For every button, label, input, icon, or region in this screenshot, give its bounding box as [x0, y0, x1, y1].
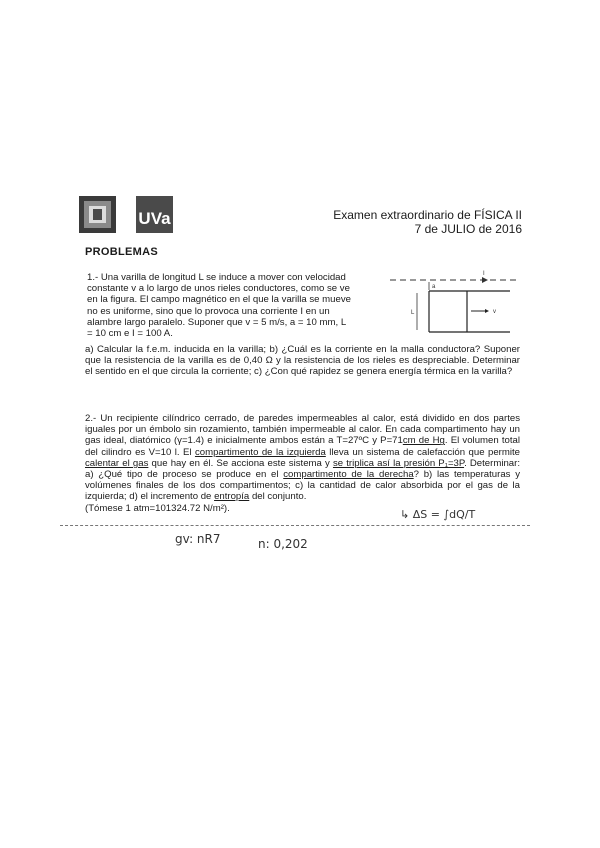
handwritten-formula: ↳ ΔS = ∫dQ/T: [400, 508, 476, 521]
current-arrow-icon: [482, 277, 488, 283]
underlined-pressure: se triplica así la presión P₁=3P: [332, 457, 465, 469]
uva-logo-text: UVa: [138, 209, 171, 228]
handwritten-note-right: n: 0,202: [258, 537, 308, 551]
problem2-text: 2.- Un recipiente cilíndrico cerrado, de paredes impermeables al calor, está dividido en dos partes iguales por un émbolo sin rozamiento, también impermeable al calor. En cada compartimento hay un gas ideal, diatómico (γ=1.4) e inicialmente ambos están a T=27ºC y P=71cm de Hg. El volumen total del cilindro es V=10 l. El compartimento de la izquierda lleva un sistema de calefacción que permite calentar el gas que hay en él. Se acciona este sistema y se triplica así la presión P₁=3P. Determinar: a) ¿Qué tipo de proceso se produce en el compartimento de la derecha? b) las temperaturas y volúmenes finales de los dos compartimentos; c) la cantidad de calor absorbida por el gas de la izquierda; d) el incremento de entropía del conjunto. (Tómese 1 atm=101324.72 N/m²).: [85, 413, 520, 514]
exam-date: 7 de JULIO de 2016: [414, 222, 522, 236]
uva-logo: [136, 196, 173, 233]
problem1-questions: a) Calcular la f.e.m. inducida en la varilla; b) ¿Cuál es la corriente en la malla conductora? Suponer que la resistencia de la varilla es de 0,40 Ω y la resistencia de los rieles es despreciable. Determinar el sentido en el que circula la corriente; c) ¿Con qué rapidez se genera energía térmica en la varilla?: [85, 344, 520, 378]
handwritten-note-left: gv: nR7: [175, 532, 221, 546]
problem2-note: (Tómese 1 atm=101324.72 N/m²).: [85, 502, 230, 514]
label-gap: a: [432, 284, 436, 290]
label-velocity: v: [493, 309, 496, 315]
problem1-figure: [385, 268, 525, 346]
section-title: PROBLEMAS: [85, 246, 158, 258]
label-length: L: [411, 310, 415, 316]
problem1-line6: = 10 cm e I = 100 A.: [87, 328, 173, 340]
scan-divider: [60, 525, 530, 526]
underlined-right-compartment: compartimento de la derecha: [283, 469, 414, 481]
problem1-line1: 1.- Una varilla de longitud L se induce a mover con velocidad: [87, 272, 346, 283]
underlined-left-compartment: compartimento de la izquierda: [194, 446, 326, 458]
underlined-entropy: entropía: [214, 491, 250, 503]
velocity-arrow-icon: [485, 309, 489, 313]
problem1-line5: alambre largo paralelo. Suponer que v = 5 m/s, a = 10 mm, L: [87, 316, 347, 328]
problem2-number: 2.-: [85, 413, 97, 424]
label-current: I: [483, 271, 485, 277]
problem1-line2: constante v a lo largo de unos rieles conductores, como se ve: [87, 283, 350, 295]
underlined-units: cm de Hg: [402, 435, 445, 447]
problem1-line4: no es uniforme, sino que lo provoca una corriente I en un: [87, 305, 330, 317]
exam-title: Examen extraordinario de FÍSICA II: [333, 208, 522, 222]
underlined-heat-gas: calentar el gas: [85, 457, 149, 469]
university-crest-logo: [79, 196, 116, 233]
problem1-line3: en la figura. El campo magnético en el que la varilla se mueve: [87, 294, 351, 306]
problem1-intro: [87, 272, 387, 339]
